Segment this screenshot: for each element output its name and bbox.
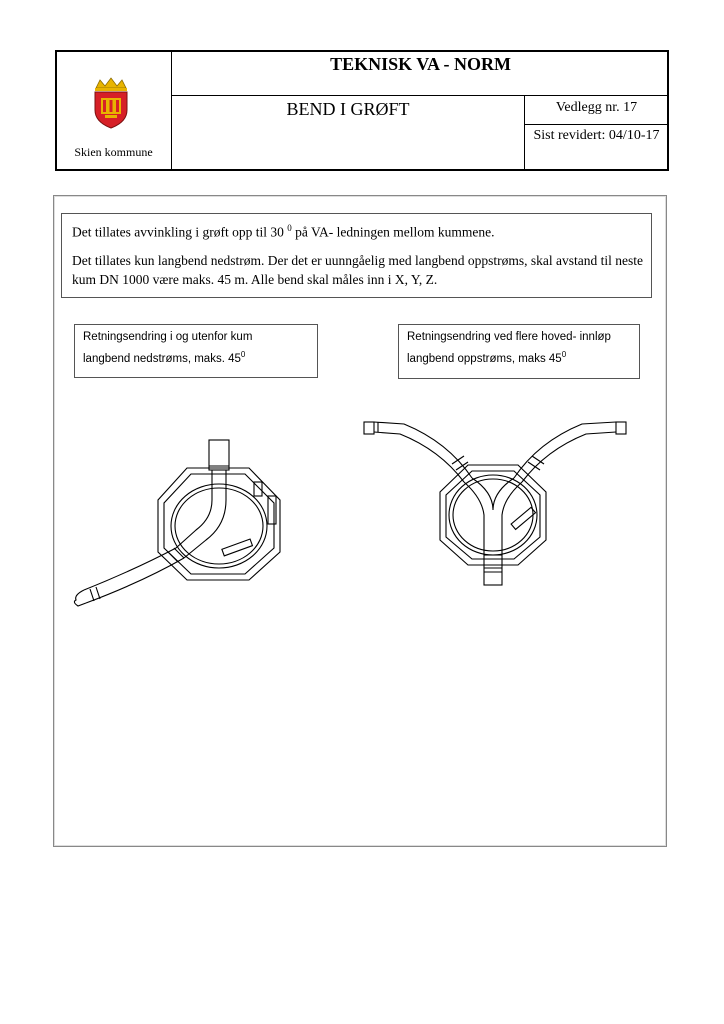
intro-paragraph-2: Det tillates kun langbend nedstrøm. Der det er uunngåelig med langbend oppstrøms, skal avstand til neste kum DN 1000 være maks. 45 m. Alle bend skal måles inn i X, Y, Z. [72,253,643,287]
document-subtitle: BEND I GRØFT [286,99,410,119]
attachment-number: Vedlegg nr. 17 [555,100,638,115]
document-title: TEKNISK VA - NORM [172,50,669,96]
right-figure-label: Retningsendring ved flere hoved- innløp langbend oppstrøms, maks $45^0$ [398,324,640,379]
manhole-downstream-bend-drawing [64,430,286,616]
left-figure-label: Retningsendring i og utenfor kum langbend nedstrøms, maks. $45^0$ [74,324,318,378]
intro-paragraph-1: Det tillates avvinkling i grøft opp til 30 $^0$ på VA- ledningen mellom kummene. [72,223,495,240]
municipal-coat-of-arms-icon [88,76,134,130]
manhole-multiple-inlets-drawing [360,420,630,590]
organization-name: Skien kommune [74,145,153,159]
revision-date: Sist revidert: 04/10-17 [533,128,660,143]
